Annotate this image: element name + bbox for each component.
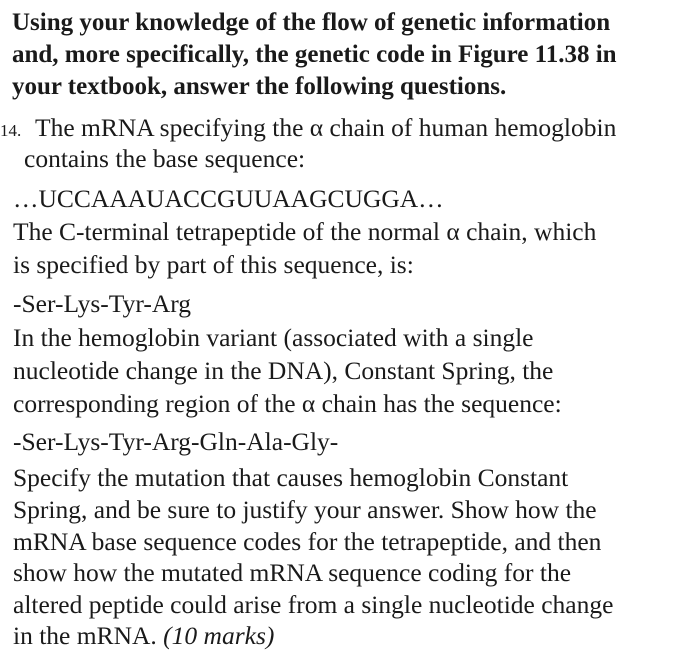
question-intro-line-1: The mRNA specifying the α chain of human hemoglobin [35, 113, 617, 142]
paragraph-4-line-5: altered peptide could arise from a single nucleotide change [13, 590, 614, 619]
heading-line-2: and, more specifically, the genetic code in Figure 11.38 in [12, 41, 617, 68]
paragraph-4-line-3: mRNA base sequence codes for the tetrapeptide, and then [13, 527, 602, 556]
paragraph-2-line-1: The C-terminal tetrapeptide of the normal α chain, which [13, 217, 597, 246]
instructions-heading [12, 7, 692, 103]
paragraph-4-line-6 [13, 620, 274, 651]
variant-peptide-sequence: -Ser-Lys-Tyr-Arg-Gln-Ala-Gly- [13, 427, 339, 456]
paragraph-4-line-6-text: in the mRNA. [13, 621, 157, 650]
paragraph-4-line-1: Specify the mutation that causes hemoglobin Constant [13, 463, 569, 492]
heading-line-3: your textbook, answer the following questions. [12, 73, 507, 100]
paragraph-4-line-4: show how the mutated mRNA sequence coding for the [13, 558, 572, 587]
paragraph-3-line-1: In the hemoglobin variant (associated with a single [13, 323, 534, 352]
marks-label: (10 marks) [163, 621, 275, 650]
question-number: 14. [0, 121, 22, 140]
paragraph-2-line-2: is specified by part of this sequence, is: [13, 250, 414, 279]
question-intro-line-2: contains the base sequence: [24, 144, 306, 173]
paragraph-4-line-2: Spring, and be sure to justify your answer. Show how the [13, 495, 597, 524]
heading-line-1: Using your knowledge of the flow of genetic information [12, 9, 611, 36]
paragraph-3-line-2: nucleotide change in the DNA), Constant Spring, the [13, 356, 554, 385]
paragraph-3-line-3: corresponding region of the α chain has the sequence: [13, 389, 562, 418]
normal-peptide-sequence: -Ser-Lys-Tyr-Arg [13, 289, 192, 318]
mrna-sequence: …UCCAAAUACCGUUAAGCUGGA… [13, 184, 444, 213]
